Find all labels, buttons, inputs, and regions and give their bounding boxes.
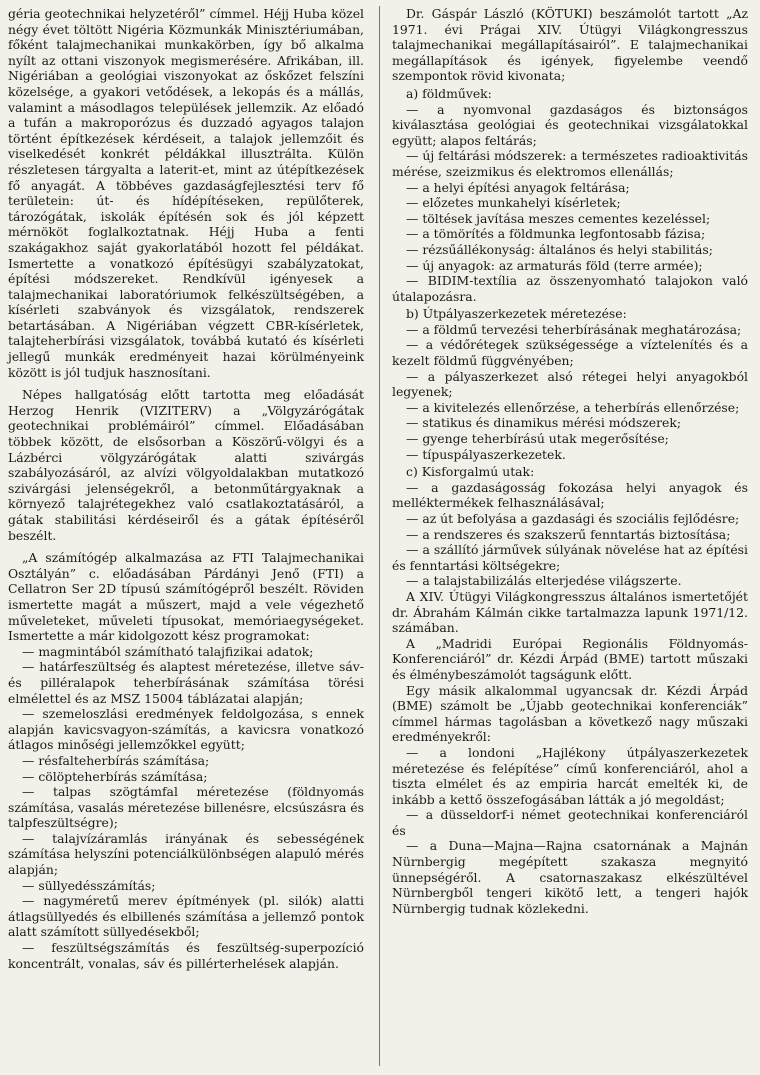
paragraph: — süllyedésszámítás; bbox=[22, 877, 156, 893]
paragraph: — az út befolyása a gazdasági és szociális fejlődésre; bbox=[406, 511, 740, 526]
paragraph: — a szállító járművek súlyának növelése hat az építési és fenntartási költségekre; bbox=[392, 542, 748, 573]
paragraph: „A számítógép alkalmazása az FTI Talajmechanikai Osztályán” c. előadásában Párdányi Jenő (FTI) a Cellatron Ser 2D típusú számítógépről beszélt. Röviden ismertette magát a műszert, majd a vele végezhető műveleteket, műveleti típusokat, memóriaegységeket. Ismertette a már kidolgozott kész programokat: bbox=[8, 550, 364, 644]
paragraph: — a düsseldorf-i német geotechnikai konferenciáról és bbox=[392, 807, 748, 838]
right-column bbox=[392, 6, 748, 916]
paragraph: — BIDIM-textília az összenyomható talajokon való útalapozásra. bbox=[392, 273, 748, 304]
paragraph: — a gazdaságosság fokozása helyi anyagok és melléktermékek felhasználásával; bbox=[392, 479, 748, 511]
paragraph: — töltések javítása meszes cementes kezeléssel; bbox=[406, 210, 711, 226]
left-column bbox=[8, 6, 364, 971]
paragraph: — a pályaszerkezet alsó rétegei helyi anyagokból legyenek; bbox=[392, 368, 748, 400]
paragraph: — új anyagok: az armaturás föld (terre armée); bbox=[406, 257, 703, 273]
paragraph: — a nyomvonal gazdaságos és biztonságos kiválasztása geológiai és geotechnikai vizsgálatokkal együtt; alapos feltárás; bbox=[392, 101, 748, 148]
paragraph: — nagyméretű merev építmények (pl. silók) alatti átlagsüllyedés és elbillenés számítása a jellemző pontok alatt számított süllyedésekből; bbox=[8, 893, 364, 940]
paragraph: — a földmű tervezési teherbírásának meghatározása; bbox=[406, 321, 742, 337]
paragraph: — feszültségszámítás és feszültség-superpozíció koncentrált, vonalas, sáv és pillérterhelések alapján. bbox=[8, 940, 364, 971]
paragraph: — rézsűállékonyság: általános és helyi stabilitás; bbox=[406, 241, 713, 257]
paragraph: — a talajstabilizálás elterjedése világszerte. bbox=[406, 573, 682, 589]
paragraph: A XIV. Útügyi Világkongresszus általános ismertetőjét dr. Ábrahám Kálmán cikke tartalmazza lapunk 1971/12. számában. bbox=[392, 588, 748, 636]
paragraph: — a tömörítés a földmunka legfontosabb fázisa; bbox=[406, 226, 706, 242]
paragraph: — új feltárási módszerek: a természetes radioaktivitás mérése, szeizmikus és elektromos ellenállás; bbox=[392, 148, 748, 179]
paragraph: — résfalteherbírás számítása; bbox=[22, 752, 210, 768]
paragraph: — statikus és dinamikus mérési módszerek; bbox=[406, 415, 682, 431]
paragraph: a) földművek: bbox=[406, 85, 492, 101]
paragraph: — a védőrétegek szükségessége a víztelenítés és a kezelt földmű függvényében; bbox=[392, 337, 748, 369]
paragraph: — a kivitelezés ellenőrzése, a teherbírás ellenőrzése; bbox=[406, 399, 740, 415]
paragraph: — a helyi építési anyagok feltárása; bbox=[406, 179, 630, 195]
paragraph: — határfeszültség és alaptest méretezése, illetve sáv- és pilléralapok teherbírásának számítása törési elmélettel és az MSZ 15004 táblázatai alapján; bbox=[8, 659, 364, 706]
paragraph: — előzetes munkahelyi kísérletek; bbox=[406, 195, 621, 211]
paragraph: Népes hallgatóság előtt tartotta meg előadását Herzog Henrik (VIZITERV) a „Völgyzárógátak geotechnikai problémáiról” címmel. Előadásában többek között, de elsősorban a Köszörű-völgyi és a Lázbérci völgyzárógátak alatti szivárgás szabályozásáról, az alvízi völgyoldalakban mutatkozó szivárgási jelenségekről, a betonműtárgyaknak a környező talajrétegekhez való csatlakoztatásáról, a gátak stabilitási kérdéseiről és a gátak építéséről beszélt. bbox=[8, 387, 364, 543]
paragraph: géria geotechnikai helyzetéről” címmel. Héjj Huba közel négy évet töltött Nigéria Közmunkák Minisztériumában, főként talajmechanikai munkakörben, így bő alkalma nyílt az ottani viszonyok megismerésére. Afrikában, ill. Nigériában a geológiai viszonyokat az őskőzet felszíni közelsége, a gyakori vetődések, a lekopás és a mállás, valamint a másodlagos települések jellemzik. Az előadó a tufán a makroporózus és duzzadó agyagos talajon történt építkezések kérdéseit, a talajok jellemzőit és viselkedését konkrét példákkal illusztrálta. Külön részletesen tárgyalta a laterit-et, mint az útépítkezések fő anyagát. A többéves gazdaságfejlesztési terv fő területein: út- és hídépítéseken, repülőterek, tározógátak, iskolák építésén sok és jól képzett mérnököt foglalkoztatnak. Héjj Huba a fenti szakágakhoz saját gyakorlatából hozott fel példákat. Ismertette a vonatkozó építésügyi szabályzatokat, építési módszereket. Rendkívül igényesek a talajmechanikai laboratóriumok felkészültségében, a kísérleti szabványok és vizsgálatok, rendszerek betartásában. A Nigériában végzett CBR-kísérletek, talajteherbírási vizsgálatok, továbbá kutató és kísérleti jellegű munkák eredményeit hazai körülményeink között is jól tudjuk hasznosítani. bbox=[8, 6, 364, 380]
paragraph: — a londoni „Hajlékony útpályaszerkezetek méretezése és felépítése” című konferenciáról, ahol a tiszta elmélet és az empiria harcát emelték ki, de inkább a kettő összefogásában látták a jó megoldást; bbox=[392, 744, 748, 807]
paragraph: Egy másik alkalommal ugyancsak dr. Kézdi Árpád (BME) számolt be „Újabb geotechnikai konferenciák” címmel hármas tagolásban a következő nagy műszaki eredményekről: bbox=[392, 682, 748, 745]
paragraph: — gyenge teherbírású utak megerősítése; bbox=[406, 431, 669, 447]
paragraph: A „Madridi Európai Regionális Földnyomás-Konferenciáról” dr. Kézdi Árpád (BME) tartott műszaki és élménybeszámolót tagságunk előtt. bbox=[392, 635, 748, 682]
paragraph: — típuspályaszerkezetek. bbox=[406, 446, 566, 462]
paragraph: Dr. Gáspár László (KÖTUKI) beszámolót tartott „Az 1971. évi Prágai XIV. Útügyi Világkongresszus talajmechanikai megállapításairól”. E talajmechanikai megállapítások és igények, figyelembe veendő szempontok rövid kivonata; bbox=[392, 6, 748, 84]
paragraph: — talpas szögtámfal méretezése (földnyomás számítása, vasalás méretezése billenésre, elcsúszásra és talpfeszültségre); bbox=[8, 784, 365, 831]
paragraph: — magmintából számítható talajfizikai adatok; bbox=[22, 643, 314, 659]
paragraph: c) Kisforgalmú utak: bbox=[406, 464, 535, 480]
paragraph: — a Duna—Majna—Rajna csatornának a Majnán Nürnbergig megépített szakasza megnyitó ünnepségéről. A csatornaszakasz elkészültével Nürnbergből tengeri kikötő lett, a tengeri hajók Nürnbergig tudnak közlekedni. bbox=[392, 838, 748, 916]
paragraph: — talajvízáramlás irányának és sebességének számítása helyszíni potenciálkülönbségen alapuló mérés alapján; bbox=[8, 830, 364, 878]
paragraph: — a rendszeres és szakszerű fenntartás biztosítása; bbox=[406, 526, 731, 542]
paragraph: — cölöpteherbírás számítása; bbox=[22, 768, 208, 784]
column-divider bbox=[379, 6, 380, 1066]
paragraph: — szemeloszlási eredmények feldolgozása, s ennek alapján kavicsvagyon-számítás, a kavicsra vonatkozó átlagos minőségi jellemzőkkel együtt; bbox=[8, 706, 364, 753]
paragraph: b) Útpályaszerkezetek méretezése: bbox=[406, 306, 627, 322]
